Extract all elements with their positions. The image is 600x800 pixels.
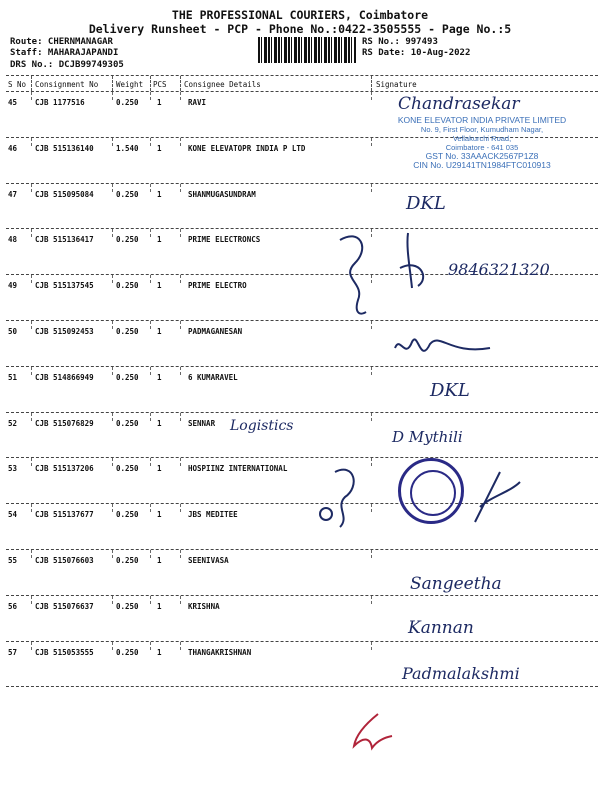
cell-consignment-no: CJB 515137545: [35, 281, 94, 291]
column-header-pcs: PCS: [153, 80, 167, 89]
cell-pcs: 1: [157, 281, 162, 291]
company-stamp: [382, 116, 582, 170]
column-tick: [150, 229, 151, 237]
column-tick: [31, 504, 32, 512]
column-tick: [371, 642, 372, 650]
stamp-address-2: Vellakurchi Road,: [452, 134, 512, 143]
cell-consignment-no: CJB 515076637: [35, 601, 94, 611]
rs-date: RS Date: 10-Aug-2022: [362, 48, 471, 58]
column-tick: [150, 550, 151, 558]
table-row: [0, 413, 600, 459]
column-tick: [371, 92, 372, 100]
stamp-gst: GST No. 33AAACK2567P1Z8: [425, 151, 539, 161]
cell-weight: 1.540: [116, 143, 139, 153]
column-tick: [31, 642, 32, 650]
cell-consignment-no: CJB 515076603: [35, 556, 94, 565]
cell-pcs: 1: [157, 372, 162, 382]
cell-consignee: PADMAGANESAN: [188, 327, 243, 336]
cell-consignee: THANGAKRISHNAN: [188, 647, 252, 657]
cell-pcs: 1: [157, 647, 162, 657]
cell-weight: 0.250: [116, 235, 139, 245]
cell-sno: 57: [8, 647, 18, 657]
row-separator: [6, 686, 598, 687]
cell-consignment-no: CJB 1177516: [35, 98, 85, 107]
cell-pcs: 1: [157, 556, 162, 565]
stamp-address-3: Coimbatore - 641 035: [445, 143, 519, 152]
column-divider: [180, 76, 181, 91]
cell-consignment-no: CJB 515136140: [35, 143, 94, 153]
column-tick: [180, 321, 181, 329]
cell-consignee: KRISHNA: [188, 601, 220, 611]
cell-consignee: PRIME ELECTRONCS: [188, 235, 261, 245]
column-tick: [112, 184, 113, 192]
signature-50-scribble: [390, 330, 500, 370]
column-tick: [150, 184, 151, 192]
column-tick: [112, 275, 113, 283]
cell-pcs: 1: [157, 189, 162, 199]
cell-consignment-no: CJB 515136417: [35, 235, 94, 245]
note-52-logistics: Logistics: [230, 418, 294, 434]
cell-consignee: JBS MEDITEE: [188, 510, 238, 520]
column-tick: [150, 596, 151, 604]
column-tick: [112, 138, 113, 146]
column-tick: [112, 413, 113, 421]
cell-pcs: 1: [157, 143, 162, 153]
stamp-company-name: KONE ELEVATOR INDIA PRIVATE LIMITED: [397, 115, 567, 125]
signature-56: Kannan: [408, 618, 474, 638]
cell-consignment-no: CJB 515095084: [35, 189, 94, 199]
cell-pcs: 1: [157, 601, 162, 611]
column-tick: [150, 504, 151, 512]
column-tick: [112, 321, 113, 329]
cell-weight: 0.250: [116, 98, 139, 107]
column-tick: [112, 504, 113, 512]
column-tick: [31, 550, 32, 558]
cell-pcs: 1: [157, 235, 162, 245]
cell-weight: 0.250: [116, 647, 139, 657]
table-row: [0, 321, 600, 367]
cell-pcs: 1: [157, 98, 162, 107]
column-tick: [112, 642, 113, 650]
column-tick: [371, 596, 372, 604]
column-tick: [112, 458, 113, 466]
column-tick: [371, 413, 372, 421]
column-tick: [371, 550, 372, 558]
cell-consignment-no: CJB 515137206: [35, 464, 94, 474]
cell-consignment-no: CJB 514866949: [35, 372, 94, 382]
column-divider: [31, 76, 32, 91]
signature-52: D Mythili: [392, 428, 463, 446]
stamp-address-1: No. 9, First Floor, Kumudham Nagar,: [420, 125, 544, 134]
document-title: THE PROFESSIONAL COURIERS, Coimbatore: [171, 8, 429, 22]
column-tick: [31, 92, 32, 100]
column-tick: [150, 367, 151, 375]
column-tick: [180, 642, 181, 650]
column-tick: [31, 138, 32, 146]
cell-sno: 45: [8, 98, 18, 107]
column-tick: [180, 184, 181, 192]
column-tick: [180, 275, 181, 283]
cell-weight: 0.250: [116, 418, 139, 428]
drs-number: DRS No.: DCJB99749305: [10, 60, 124, 70]
cell-sno: 54: [8, 510, 18, 520]
cell-consignee: SENNAR: [188, 418, 216, 428]
cell-weight: 0.250: [116, 372, 139, 382]
column-tick: [31, 458, 32, 466]
cell-sno: 46: [8, 143, 18, 153]
table-row: [0, 184, 600, 230]
table-row: [0, 367, 600, 413]
cell-sno: 49: [8, 281, 18, 291]
column-tick: [31, 184, 32, 192]
cell-pcs: 1: [157, 327, 162, 336]
column-tick: [31, 275, 32, 283]
cell-consignment-no: CJB 515137677: [35, 510, 94, 520]
cell-consignee: PRIME ELECTRO: [188, 281, 247, 291]
column-tick: [112, 596, 113, 604]
signature-51: DKL: [430, 380, 470, 401]
column-tick: [112, 550, 113, 558]
rs-number: RS No.: 997493: [362, 37, 438, 47]
column-tick: [180, 413, 181, 421]
cell-consignee: SEENIVASA: [188, 556, 229, 565]
cell-consignee: RAVI: [188, 98, 207, 107]
cell-consignment-no: CJB 515053555: [35, 647, 94, 657]
cell-consignee: 6 KUMARAVEL: [188, 372, 238, 382]
column-tick: [31, 321, 32, 329]
column-header-consignee: Consignee Details: [184, 80, 261, 89]
column-tick: [180, 92, 181, 100]
cell-sno: 48: [8, 235, 18, 245]
column-tick: [371, 138, 372, 146]
column-tick: [180, 138, 181, 146]
cell-sno: 55: [8, 556, 18, 565]
column-tick: [371, 184, 372, 192]
column-tick: [150, 458, 151, 466]
column-divider: [371, 76, 372, 91]
column-tick: [150, 321, 151, 329]
column-tick: [180, 367, 181, 375]
column-tick: [180, 550, 181, 558]
signature-47: DKL: [406, 193, 446, 214]
cell-sno: 56: [8, 601, 18, 611]
column-header-weight: Weight: [116, 80, 144, 89]
cell-weight: 0.250: [116, 510, 139, 520]
cell-sno: 50: [8, 327, 18, 336]
cell-weight: 0.250: [116, 556, 139, 565]
column-tick: [150, 92, 151, 100]
signature-45: Chandrasekar: [398, 94, 520, 114]
cell-consignee: KONE ELEVATOPR INDIA P LTD: [188, 143, 306, 153]
column-header-sno: S No: [8, 80, 27, 89]
signature-57: Padmalakshmi: [402, 664, 520, 683]
cell-weight: 0.250: [116, 327, 139, 336]
column-tick: [180, 458, 181, 466]
route-label: Route: CHERNMANAGAR: [10, 37, 113, 47]
cell-sno: 52: [8, 418, 18, 428]
cell-consignment-no: CJB 515076829: [35, 418, 94, 428]
column-tick: [371, 367, 372, 375]
cell-sno: 53: [8, 464, 18, 474]
cell-pcs: 1: [157, 464, 162, 474]
barcode: [258, 37, 356, 63]
cell-weight: 0.250: [116, 281, 139, 291]
column-tick: [112, 229, 113, 237]
column-header-signature: Signature: [376, 80, 417, 89]
column-tick: [180, 229, 181, 237]
cell-weight: 0.250: [116, 601, 139, 611]
cell-sno: 51: [8, 372, 18, 382]
column-divider: [150, 76, 151, 91]
column-tick: [31, 596, 32, 604]
document-subtitle: Delivery Runsheet - PCP - Phone No.:0422-3505555 - Page No.:5: [88, 22, 512, 36]
cell-pcs: 1: [157, 510, 162, 520]
staff-label: Staff: MAHARAJAPANDI: [10, 48, 119, 58]
cell-consignee: SHANMUGASUNDRAM: [188, 189, 256, 199]
table-row: [0, 550, 600, 596]
table-row: [0, 596, 600, 642]
column-tick: [180, 596, 181, 604]
column-tick: [31, 229, 32, 237]
cell-consignment-no: CJB 515092453: [35, 327, 94, 336]
table-top-rule: [6, 75, 598, 76]
column-tick: [150, 642, 151, 650]
signature-55: Sangeetha: [410, 574, 502, 594]
column-header-consignment: Consignment No: [35, 80, 99, 89]
cell-weight: 0.250: [116, 464, 139, 474]
cell-pcs: 1: [157, 418, 162, 428]
cell-weight: 0.250: [116, 189, 139, 199]
column-divider: [112, 76, 113, 91]
column-tick: [150, 275, 151, 283]
column-tick: [31, 367, 32, 375]
column-tick: [112, 92, 113, 100]
signature-49-phone: 9846321320: [448, 260, 550, 279]
cell-sno: 47: [8, 189, 18, 199]
stamp-cin: CIN No. U29141TN1984FTC010913: [413, 160, 551, 170]
signature-53-54-scribble: [310, 462, 530, 532]
cell-consignee: HOSPIINZ INTERNATIONAL: [188, 464, 288, 474]
footer-initial-scribble: [348, 708, 398, 754]
column-tick: [112, 367, 113, 375]
column-tick: [150, 138, 151, 146]
column-tick: [31, 413, 32, 421]
column-tick: [150, 413, 151, 421]
column-tick: [371, 321, 372, 329]
column-tick: [180, 504, 181, 512]
